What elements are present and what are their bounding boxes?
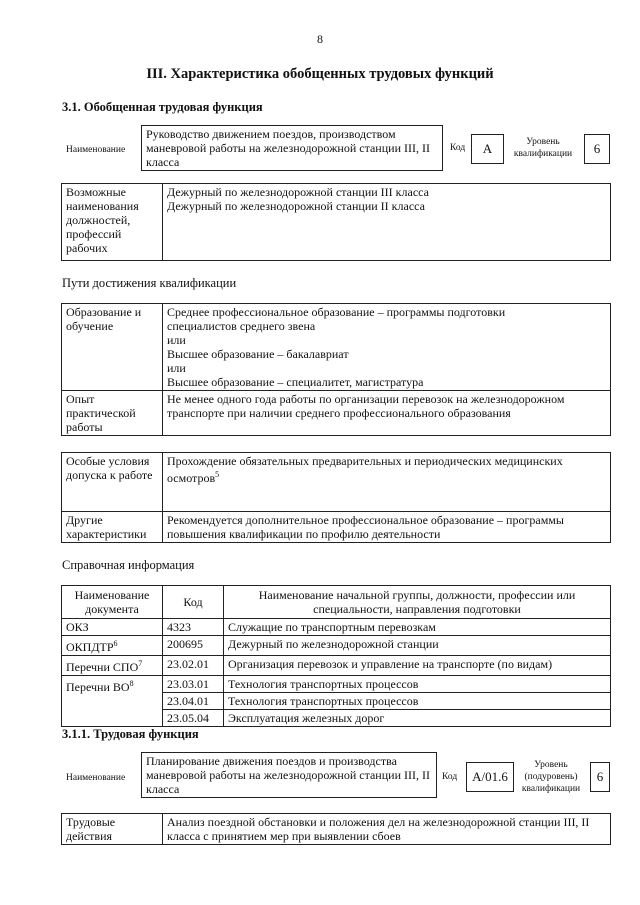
ref-name: Технология транспортных процессов: [224, 676, 611, 693]
table-row: [62, 636, 611, 656]
tf-name-value: Планирование движения поездов и производства маневровой работы на железнодорожной станции III, II класса: [141, 752, 437, 798]
education-line: Среднее профессиональное образование – программы подготовки: [167, 305, 506, 319]
reference-heading: Справочная информация: [62, 558, 195, 572]
reference-table: [61, 585, 611, 727]
education-line: Высшее образование – бакалавриат: [167, 347, 349, 361]
other-label: Другие характеристики: [62, 512, 163, 543]
ref-name: Организация перевозок и управление на транспорте (по видам): [224, 656, 611, 676]
section-title: III. Характеристика обобщенных трудовых функций: [146, 66, 494, 82]
position-item: Дежурный по железнодорожной станции II класса: [167, 199, 425, 213]
education-line: или: [167, 361, 186, 375]
admission-table: [61, 452, 611, 543]
ref-doc: ОКПДТР$^6$: [62, 636, 163, 656]
paths-heading: Пути достижения квалификации: [62, 276, 237, 290]
gtf-code-label: Код: [450, 143, 466, 153]
actions-label: Трудовые действия: [62, 814, 163, 845]
ref-code: 4323: [163, 619, 224, 636]
education-line: Высшее образование – специалитет, магистратура: [167, 375, 424, 389]
positions-label: Возможные наименования должностей, профессий рабочих: [62, 184, 163, 261]
tf-level-label: Уровень (подуровень) квалификации: [521, 760, 581, 794]
tf-code-label: Код: [442, 772, 458, 782]
tf-name-label: Наименование: [66, 773, 126, 783]
ref-name: Эксплуатация железных дорог: [224, 710, 611, 727]
tf-heading: 3.1.1. Трудовая функция: [62, 727, 199, 741]
ref-doc: Перечни СПО$^7$: [62, 656, 163, 676]
ref-doc: Перечни $ВО^8$: [62, 676, 163, 727]
experience-label: Опыт практической работы: [62, 391, 163, 436]
ref-code: 23.04.01: [163, 693, 224, 710]
ref-col-code: Код: [163, 586, 224, 619]
ref-code: 200695: [163, 636, 224, 656]
experience-value: Не менее одного года работы по организации перевозок на железнодорожном транспорте при наличии среднего профессионального образования: [163, 391, 611, 436]
gtf-code-value: А: [471, 134, 504, 164]
paths-table: [61, 303, 611, 436]
education-label: Образование и обучение: [62, 304, 163, 391]
other-value: Рекомендуется дополнительное профессиональное образование – программы повышения квалификации по профилю деятельности: [163, 512, 611, 543]
footnote-5: 5: [215, 470, 220, 479]
special-value: Прохождение обязательных предварительных и периодических медицинских осмотров: [167, 454, 563, 485]
gtf-heading: 3.1. Обобщенная трудовая функция: [62, 100, 263, 114]
table-row: [62, 656, 611, 676]
table-row: [62, 676, 611, 693]
gtf-name-value: Руководство движением поездов, производством маневровой работы на железнодорожной станции III, II класса: [141, 125, 443, 171]
tf-level-value: 6: [590, 762, 610, 792]
table-row: [62, 619, 611, 636]
gtf-name-label: Наименование: [66, 145, 126, 155]
special-label: Особые условия допуска к работе: [62, 453, 163, 512]
ref-name: Дежурный по железнодорожной станции: [224, 636, 611, 656]
page-number: 8: [317, 32, 323, 46]
gtf-level-label: Уровень квалификации: [513, 137, 573, 159]
position-item: Дежурный по железнодорожной станции III класса: [167, 185, 429, 199]
ref-code: 23.03.01: [163, 676, 224, 693]
ref-col-doc: Наименование документа: [62, 586, 163, 619]
ref-code: 23.05.04: [163, 710, 224, 727]
ref-col-name: Наименование начальной группы, должности, профессии или специальности, направления подготовки: [224, 586, 611, 619]
gtf-level-value: 6: [584, 134, 610, 164]
tf-code-value: А/01.6: [466, 762, 514, 792]
education-line: специалистов среднего звена: [167, 319, 316, 333]
positions-table: [61, 183, 611, 261]
actions-table: [61, 813, 611, 845]
ref-code: 23.02.01: [163, 656, 224, 676]
ref-name: Технология транспортных процессов: [224, 693, 611, 710]
actions-value: Анализ поездной обстановки и положения дел на железнодорожной станции III, II класса с принятием мер при выявлении сбоев: [163, 814, 611, 845]
ref-doc: ОКЗ: [62, 619, 163, 636]
ref-name: Служащие по транспортным перевозкам: [224, 619, 611, 636]
education-line: или: [167, 333, 186, 347]
